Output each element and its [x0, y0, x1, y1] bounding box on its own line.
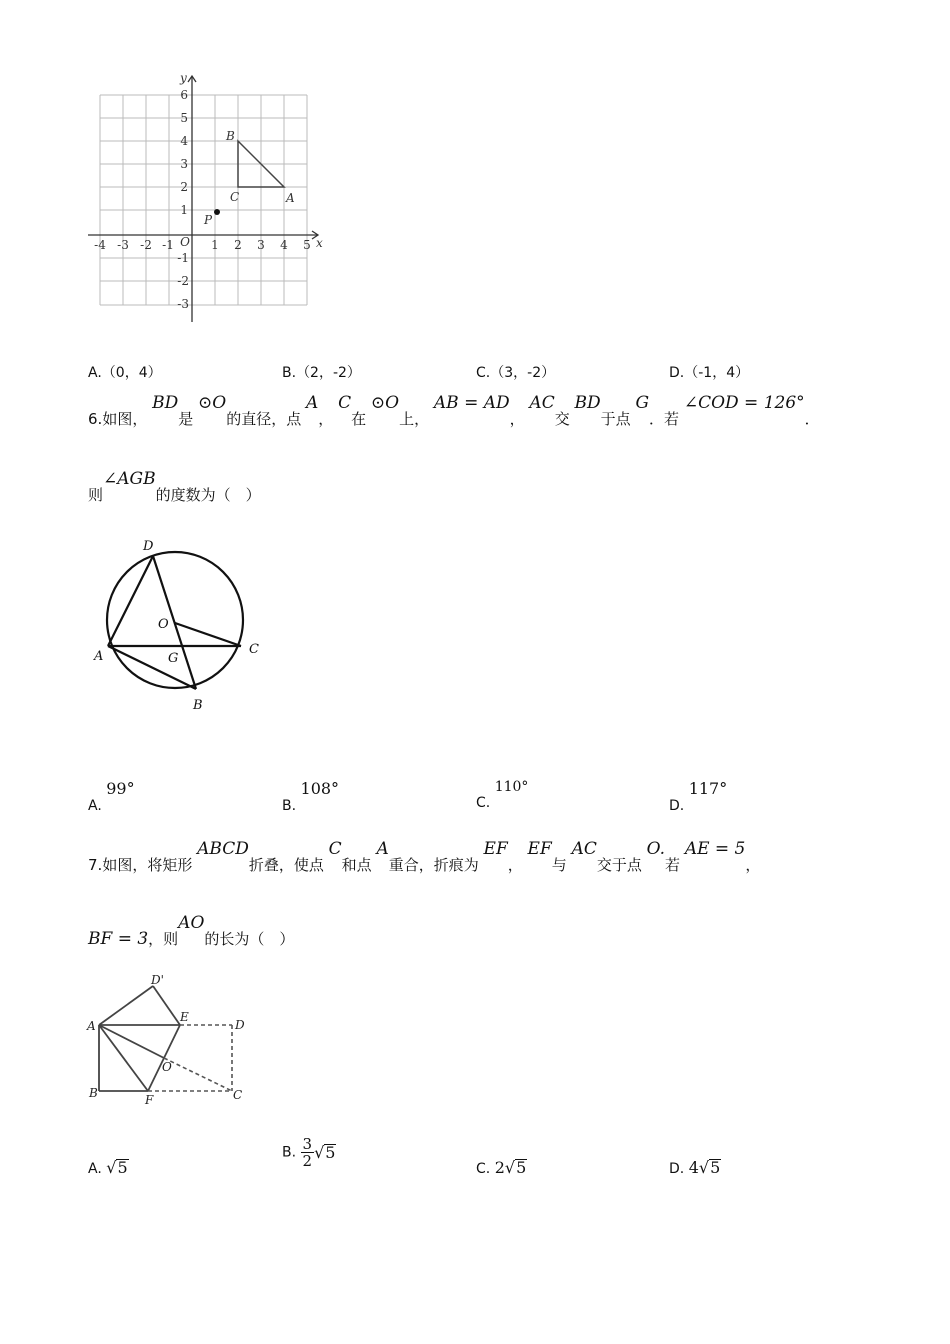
label-f: F: [145, 1093, 154, 1107]
q5-coordinate-grid: [85, 70, 335, 330]
label-c: C: [233, 1088, 243, 1102]
y-tick: 5: [180, 111, 188, 125]
q5-option-a[interactable]: A.（0，4）: [88, 365, 162, 381]
x-tick: 4: [280, 238, 288, 252]
q7-fold-figure: [85, 965, 255, 1110]
point-p: [214, 209, 220, 215]
label-e: E: [180, 1010, 189, 1024]
label-c: C: [230, 190, 240, 204]
y-tick: 2: [180, 180, 188, 194]
q6-option-c[interactable]: C. 110°: [476, 779, 529, 811]
origin-label: O: [180, 235, 190, 249]
label-d-prime: D': [151, 973, 164, 987]
circle-o: [107, 552, 243, 688]
q7-option-a[interactable]: A. √5: [88, 1158, 128, 1177]
y-tick: -3: [177, 297, 189, 311]
y-tick: 3: [180, 157, 188, 171]
y-tick: 1: [180, 203, 188, 217]
segment-oc: [175, 623, 241, 646]
q6-option-a[interactable]: A. 99°: [88, 779, 135, 814]
label-b: B: [193, 698, 203, 713]
label-o: O: [162, 1060, 172, 1074]
side-ad-prime: [99, 986, 153, 1025]
side-d-prime-e: [153, 986, 180, 1025]
x-tick: 5: [303, 238, 311, 252]
label-o: O: [158, 617, 169, 632]
x-axis-label: x: [316, 236, 323, 250]
label-g: G: [168, 651, 179, 666]
y-axis-label: y: [180, 71, 187, 85]
label-c: C: [249, 642, 259, 657]
x-tick: -2: [140, 238, 152, 252]
q7-stem-line2: BF = 3，则AO的长为（ ）: [88, 913, 295, 949]
label-a: A: [94, 649, 104, 664]
dashed-oc: [164, 1058, 232, 1091]
segment-af: [99, 1025, 148, 1091]
x-tick: -4: [94, 238, 106, 252]
y-tick: 6: [180, 88, 188, 102]
q6-circle-figure: [85, 530, 270, 715]
x-tick: 3: [257, 238, 265, 252]
q7-option-c[interactable]: C. 2√5: [476, 1158, 527, 1177]
q7-option-d[interactable]: D. 4√5: [669, 1158, 721, 1177]
label-p: P: [204, 213, 213, 227]
label-d: D: [143, 539, 154, 554]
label-a: A: [87, 1019, 96, 1033]
y-tick: -2: [177, 274, 189, 288]
q6-option-d[interactable]: D. 117°: [669, 779, 728, 814]
q7-stem-line1: 7.如图，将矩形 ABCD折叠，使点 C和点 A重合，折痕为 EF， EF与 AC交于点 O.若 AE = 5，: [88, 839, 761, 874]
label-a: A: [286, 191, 295, 205]
label-d: D: [235, 1018, 245, 1032]
x-tick: -1: [162, 238, 174, 252]
segment-ab: [108, 646, 196, 689]
q5-option-b[interactable]: B.（2，-2）: [282, 365, 361, 381]
y-tick: -1: [177, 251, 189, 265]
q7-option-b[interactable]: B. $\frac{3}{2}$ √5: [282, 1135, 336, 1170]
segment-ao: [99, 1025, 164, 1058]
x-tick: 2: [234, 238, 242, 252]
x-tick: -3: [117, 238, 129, 252]
q6-stem-line1: 6.如图， BD是 ⊙O的直径，点 A， C在 ⊙O上， AB = AD， AC交 BD于点 G．若 ∠COD = 126°．: [88, 393, 820, 428]
q6-option-b[interactable]: B. 108°: [282, 779, 340, 814]
x-tick: 1: [211, 238, 219, 252]
q6-stem-line2: 则∠AGB的度数为（ ）: [88, 469, 261, 504]
y-tick: 4: [180, 134, 188, 148]
label-b: B: [89, 1086, 98, 1100]
label-b: B: [226, 129, 235, 143]
q5-option-d[interactable]: D.（-1，4）: [669, 365, 750, 381]
q5-option-c[interactable]: C.（3，-2）: [476, 365, 556, 381]
